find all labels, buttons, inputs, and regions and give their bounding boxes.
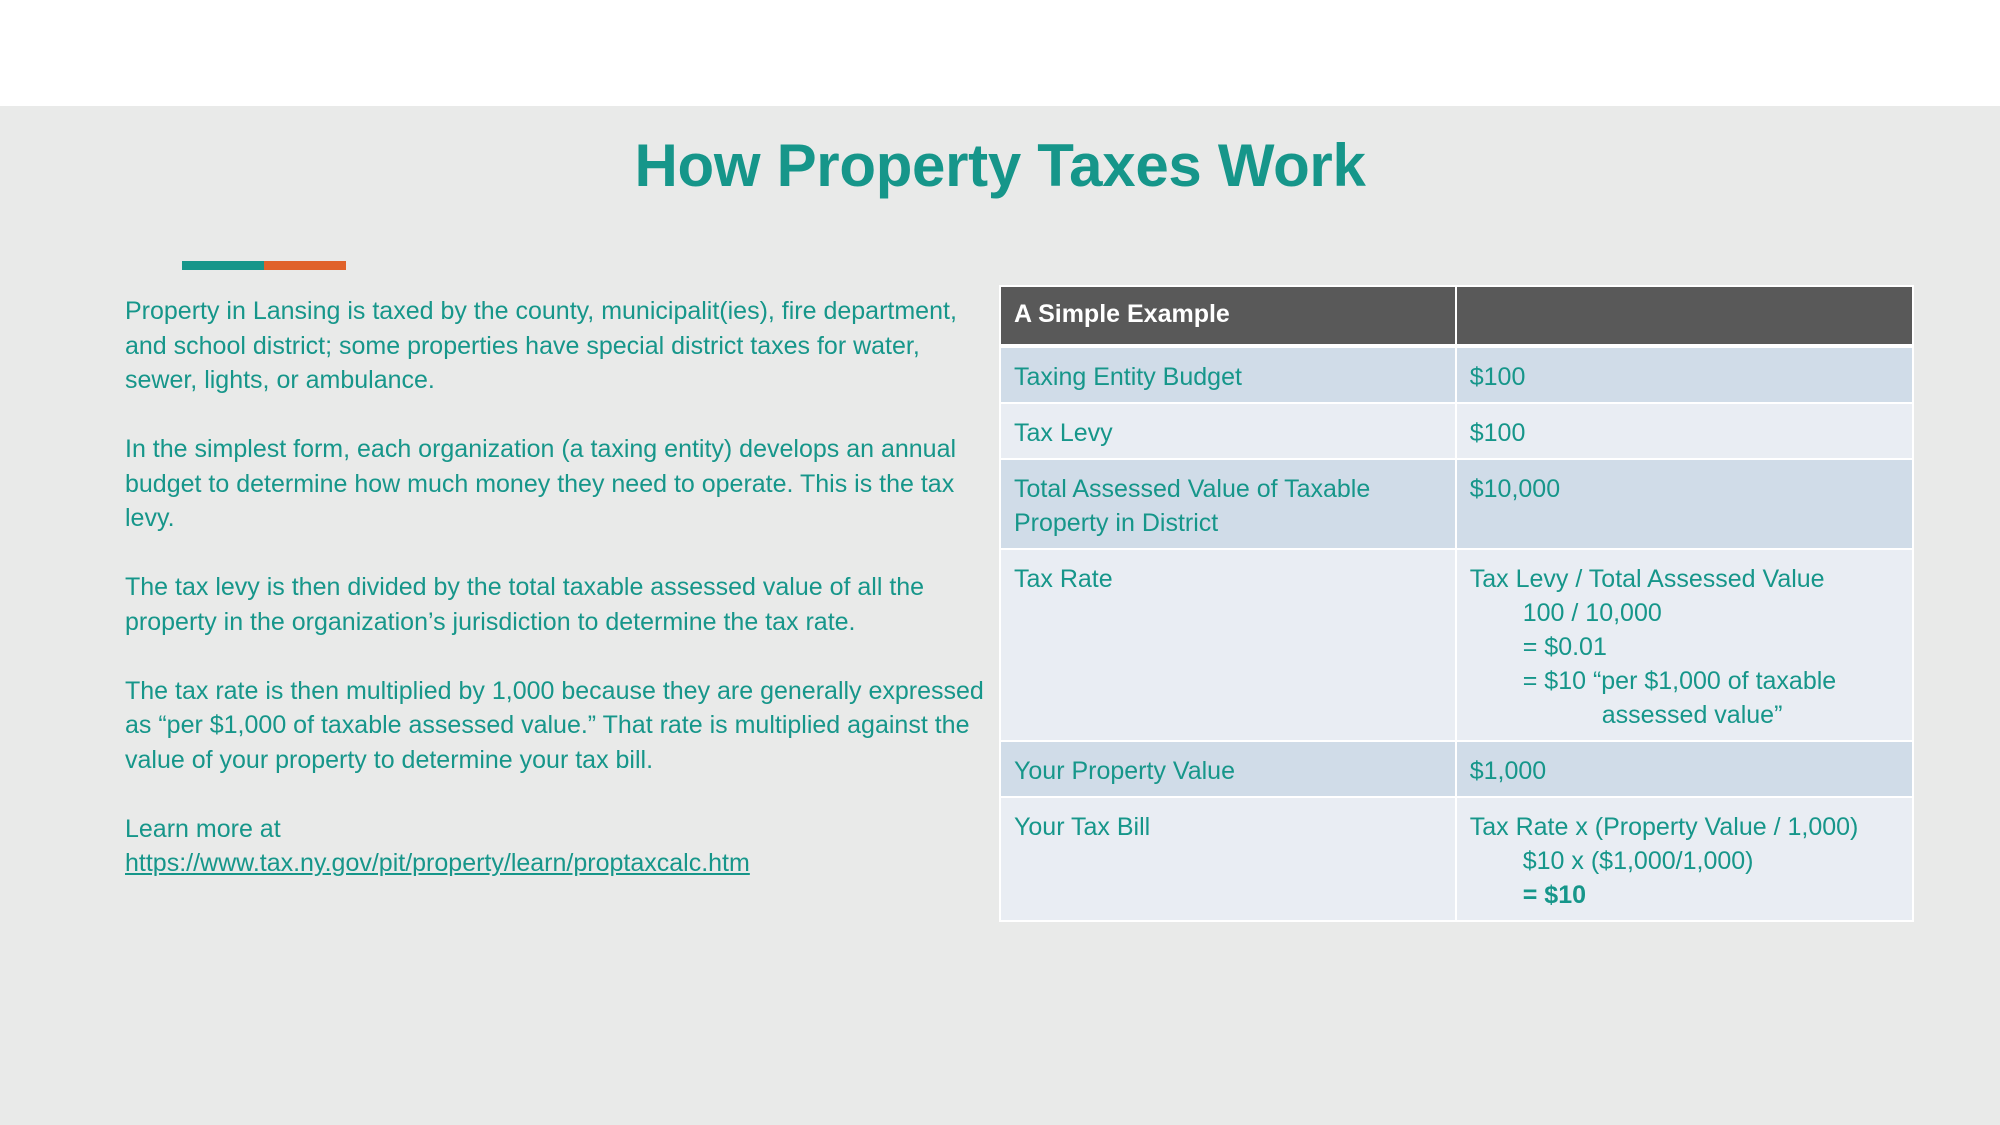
formula-line: Tax Levy / Total Assessed Value <box>1469 565 1825 593</box>
table-header-cell: A Simple Example <box>1000 286 1456 346</box>
formula-line: $10 x ($1,000/1,000) <box>1522 847 1754 875</box>
learn-more <box>125 812 985 881</box>
formula-line: assessed value” <box>1601 701 1783 729</box>
row-label: Taxing Entity Budget <box>1000 346 1456 403</box>
formula-line: 100 / 10,000 <box>1522 599 1662 627</box>
formula-result: = $10 <box>1522 881 1587 909</box>
paragraph: Property in Lansing is taxed by the county, municipalit(ies), fire department, and school district; some properties have special district taxes for water, sewer, lights, or ambulance. <box>125 297 957 394</box>
example-table <box>999 285 1914 922</box>
learn-more-link[interactable]: https://www.tax.ny.gov/pit/property/learn/proptaxcalc.htm <box>125 849 750 877</box>
row-label: Your Tax Bill <box>1000 797 1456 921</box>
body-text <box>125 294 985 881</box>
row-value-multiline <box>1456 797 1913 921</box>
row-value: $100 <box>1456 346 1913 403</box>
accent-bar-teal <box>182 261 264 270</box>
table-row <box>1000 346 1913 403</box>
table-row <box>1000 459 1913 549</box>
table-row <box>1000 549 1913 741</box>
table-row <box>1000 403 1913 459</box>
row-value-multiline <box>1456 549 1913 741</box>
page-title: How Property Taxes Work <box>634 132 1366 199</box>
table-header-row <box>1000 286 1913 346</box>
row-value: $1,000 <box>1456 741 1913 797</box>
row-value: $10,000 <box>1456 459 1913 549</box>
row-label: Your Property Value <box>1000 741 1456 797</box>
paragraph: The tax levy is then divided by the total taxable assessed value of all the property in the organization’s jurisdiction to determine the tax rate. <box>125 573 925 636</box>
formula-line: Tax Rate x (Property Value / 1,000) <box>1469 813 1859 841</box>
row-value: $100 <box>1456 403 1913 459</box>
formula-line: = $10 “per $1,000 of taxable <box>1522 667 1837 695</box>
table-row <box>1000 741 1913 797</box>
learn-more-label: Learn more at <box>125 814 281 843</box>
table-header-cell-empty <box>1456 286 1913 346</box>
row-label: Total Assessed Value of Taxable Property in District <box>1000 459 1456 549</box>
formula-line: = $0.01 <box>1522 633 1607 661</box>
table-row <box>1000 797 1913 921</box>
paragraph: In the simplest form, each organization (a taxing entity) develops an annual budget to determine how much money they need to operate. This is the tax levy. <box>125 435 957 532</box>
accent-bar-orange <box>264 261 346 270</box>
paragraph: The tax rate is then multiplied by 1,000 because they are generally expressed as “per $1,000 of taxable assessed value.” That rate is multiplied against the value of your property to determine your tax bill. <box>125 676 984 774</box>
row-label: Tax Rate <box>1000 549 1456 741</box>
row-label: Tax Levy <box>1000 403 1456 459</box>
